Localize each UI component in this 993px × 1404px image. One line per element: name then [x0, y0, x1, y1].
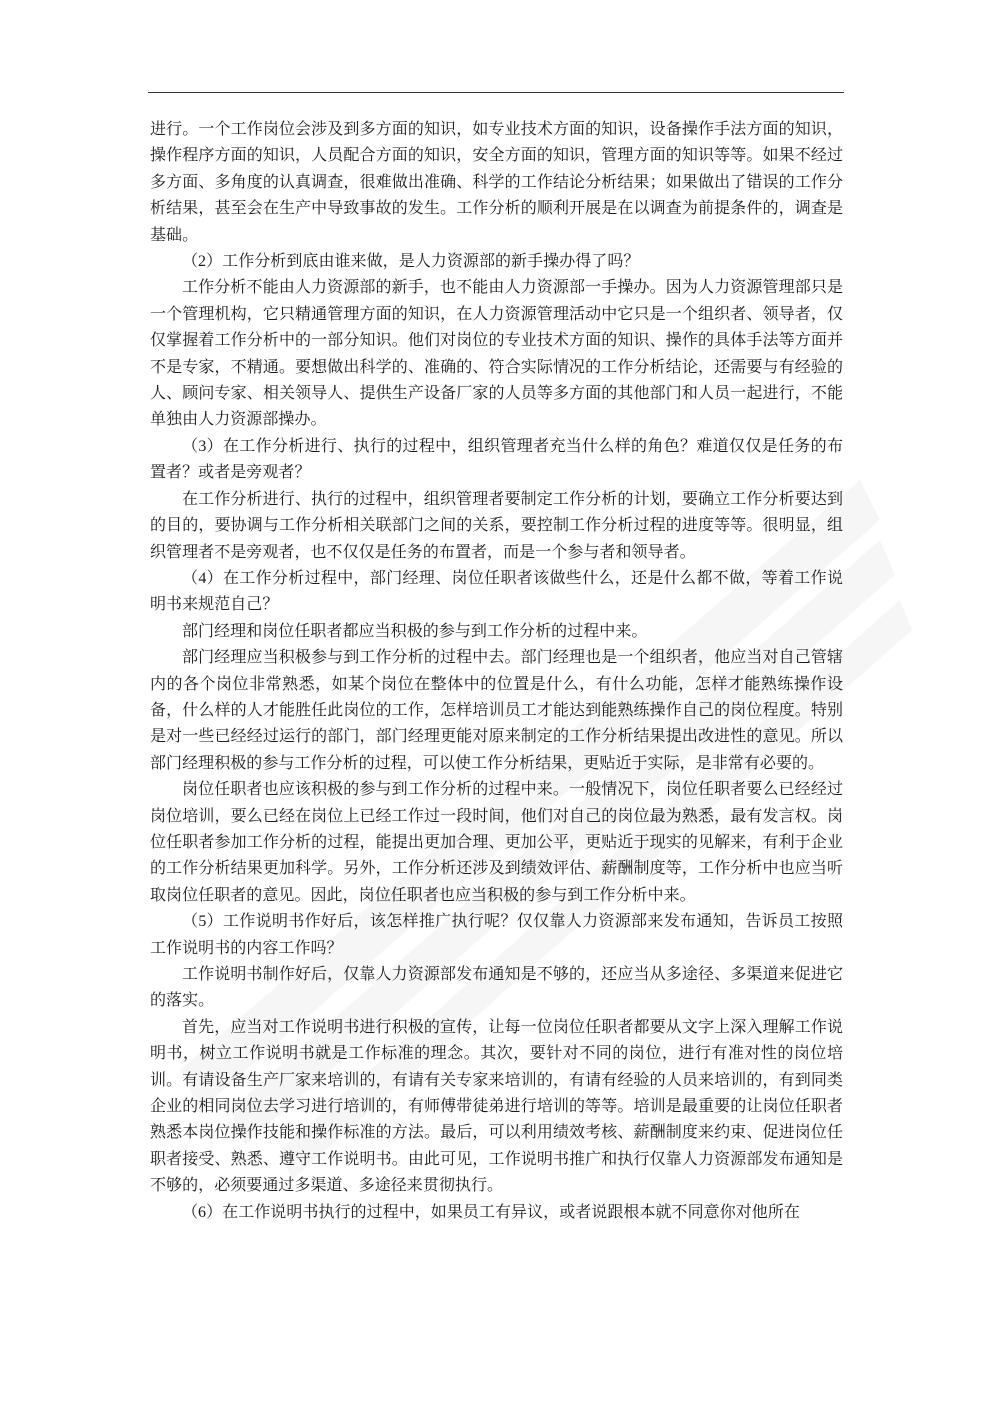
paragraph: （2）工作分析到底由谁来做，是人力资源部的新手操办得了吗？	[182, 253, 640, 271]
paragraph: 工作说明书制作好后，仅靠人力资源部发布通知是不够的，还应当从多途径、多渠道来促进它的落实。	[150, 966, 843, 1010]
paragraph: （4）在工作分析过程中，部门经理、岗位任职者该做些什么，还是什么都不做，等着工作说明书来规范自己？	[150, 569, 843, 614]
paragraph: （5）工作说明书作好后，该怎样推广执行呢？仅仅靠人力资源部来发布通知，告诉员工按照工作说明书的内容工作吗？	[150, 913, 843, 957]
paragraph: （6）在工作说明书执行的过程中，如果员工有异议，或者说跟根本就不同意你对他所在	[182, 1203, 800, 1221]
paragraph: 岗位任职者也应该积极的参与到工作分析的过程中来。一般情况下，岗位任职者要么已经经过岗位培训，要么已经在岗位上已经工作过一段时间，他们对自己的岗位最为熟悉，最有发言权。岗位任职者参加工作分析的过程，能提出更加合理、更加公平，更贴近于现实的见解来，有利于企业的工作分析结果更加科学。另外，工作分析还涉及到绩效评估、薪酬制度等，工作分析中也应当听取岗位任职者的意见。因此，岗位任职者也应当积极的参与到工作分析中来。	[150, 781, 843, 904]
header-rule	[148, 92, 844, 93]
paragraph: 工作分析不能由人力资源部的新手，也不能由人力资源部一手操办。因为人力资源管理部只是一个管理机构，它只精通管理方面的知识，在人力资源管理活动中它只是一个组织者、领导者，仅仅掌握着工作分析中的一部分知识。他们对岗位的专业技术方面的知识、操作的具体手法等方面并不是专家，不精通。要想做出科学的、准确的、符合实际情况的工作分析结论，还需要与有经验的人、顾问专家、相关领导人、提供生产设备厂家的人员等多方面的其他部门和人员一起进行，不能单独由人力资源部操办。	[150, 279, 843, 429]
paragraph: 首先，应当对工作说明书进行积极的宣传，让每一位岗位任职者都要从文字上深入理解工作说明书，树立工作说明书就是工作标准的理念。其次，要针对不同的岗位，进行有准对性的岗位培训。有请设备生产厂家来培训的，有请有关专家来培训的，有请有经验的人员来培训的，有到同类企业的相同岗位去学习进行培训的，有师傅带徒弟进行培训的等等。培训是最重要的让岗位任职者熟悉本岗位操作技能和操作标准的方法。最后，可以利用绩效考核、薪酬制度来约束、促进岗位任职者接受、熟悉、遵守工作说明书。由此可见，工作说明书推广和执行仅靠人力资源部发布通知是不够的，必须要通过多渠道、多途径来贯彻执行。	[150, 1018, 843, 1195]
paragraph: 进行。一个工作岗位会涉及到多方面的知识，如专业技术方面的知识，设备操作手法方面的知识，操作程序方面的知识，人员配合方面的知识，安全方面的知识，管理方面的知识等等。如果不经过多方面、多角度的认真调查，很难做出准确、科学的工作结论分析结果；如果做出了错误的工作分析结果，甚至会在生产中导致事故的发生。工作分析的顺利开展是在以调查为前提条件的，调查是基础。	[150, 121, 843, 244]
paragraph: 部门经理和岗位任职者都应当积极的参与到工作分析的过程中来。	[182, 622, 648, 640]
paragraph: 在工作分析进行、执行的过程中，组织管理者要制定工作分析的计划，要确立工作分析要达到的目的，要协调与工作分析相关联部门之间的关系，要控制工作分析过程的进度等等。很明显，组织管理者不是旁观者，也不仅仅是任务的布置者，而是一个参与者和领导者。	[150, 490, 843, 561]
page-body	[150, 117, 843, 1226]
paragraph: （3）在工作分析进行、执行的过程中，组织管理者充当什么样的角色？难道仅仅是任务的布置者？或者是旁观者？	[150, 437, 843, 482]
paragraph: 部门经理应当积极参与到工作分析的过程中去。部门经理也是一个组织者，他应当对自己管辖内的各个岗位非常熟悉，如某个岗位在整体中的位置是什么，有什么功能，怎样才能熟练操作设备，什么样的人才能胜任此岗位的工作，怎样培训员工才能达到能熟练操作自己的岗位程度。特别是对一些已经经过运行的部门，部门经理更能对原来制定的工作分析结果提出改进性的意见。所以部门经理积极的参与工作分析的过程，可以使工作分析结果，更贴近于实际，是非常有必要的。	[150, 649, 843, 772]
